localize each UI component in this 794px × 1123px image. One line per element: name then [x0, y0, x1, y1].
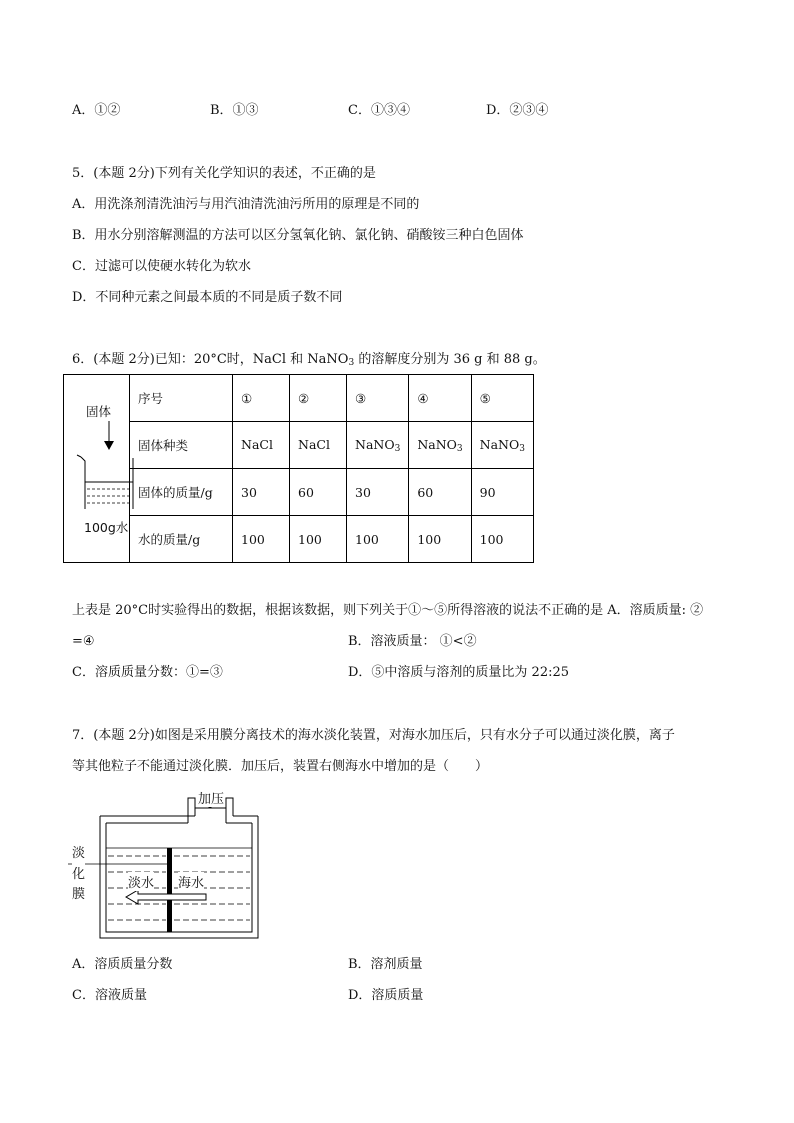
id-cell: ⑤: [471, 375, 533, 422]
water-mass-cell: 100: [471, 516, 533, 563]
solid-cell: NaNO$_3$: [347, 422, 409, 469]
membrane-label-3: 膜: [72, 887, 86, 902]
row-label-solid-mass: 固体的质量/g: [130, 469, 233, 516]
q6-description-line2: =④: [72, 634, 95, 649]
q5-option-a: A．用洗涤剂清洗油污与用汽油清洗油污所用的原理是不同的: [72, 197, 420, 212]
q7-option-c: C．溶液质量: [72, 988, 147, 1003]
q6-option-d: D．⑤中溶质与溶剂的质量比为 22:25: [348, 665, 570, 680]
q4-option-c: C．①③④: [348, 103, 410, 118]
desalination-diagram: [68, 790, 268, 940]
solid-cell: NaCl: [233, 422, 290, 469]
fresh-water-label: 淡水: [128, 872, 154, 891]
q5-option-b: B．用水分别溶解测温的方法可以区分氢氧化钠、氯化钠、硝酸铵三种白色固体: [72, 228, 524, 243]
id-cell: ④: [409, 375, 471, 422]
q4-option-b: B．①③: [210, 103, 259, 118]
q5-option-c: C．过滤可以使硬水转化为软水: [72, 259, 251, 274]
solid-mass-cell: 60: [409, 469, 471, 516]
q6-stem: 6．(本题 2分)已知：20°C时，NaCl 和 NaNO$_3$ 的溶解度分别为 36 g 和 88 g。: [72, 352, 546, 368]
q6-data-table: [63, 374, 534, 563]
membrane-label-2: 化: [72, 863, 85, 882]
solid-cell: NaCl: [290, 422, 347, 469]
solid-mass-cell: 60: [290, 469, 347, 516]
solid-cell: NaNO$_3$: [471, 422, 533, 469]
beaker-top-label: 固体: [86, 404, 112, 419]
q6-option-b: B．溶液质量： ①<②: [348, 634, 477, 649]
desalination-figure: [68, 790, 268, 940]
water-mass-cell: 100: [347, 516, 409, 563]
q5-option-d: D．不同种元素之间最本质的不同是质子数不同: [72, 290, 343, 305]
q7-stem-line1: 7．(本题 2分)如图是采用膜分离技术的海水淡化装置，对海水加压后，只有水分子可以通过淡化膜，离子: [72, 728, 675, 743]
pressure-label: 加压: [198, 788, 224, 807]
row-label-solid-type: 固体种类: [130, 422, 233, 469]
beaker-diagram: [64, 419, 142, 509]
water-mass-cell: 100: [290, 516, 347, 563]
q7-option-b: B．溶剂质量: [348, 957, 423, 972]
id-cell: ②: [290, 375, 347, 422]
membrane-label-1: 淡: [72, 846, 86, 861]
water-mass-cell: 100: [409, 516, 471, 563]
table-row: [64, 516, 534, 563]
row-label-id: 序号: [130, 375, 233, 422]
table-row: [64, 375, 534, 422]
q4-option-d: D．②③④: [486, 103, 549, 118]
solid-mass-cell: 30: [233, 469, 290, 516]
q7-option-a: A．溶质质量分数: [72, 957, 173, 972]
q7-stem-line2: 等其他粒子不能通过淡化膜．加压后，装置右侧海水中增加的是（ ）: [72, 759, 489, 774]
sea-water-label: 海水: [178, 872, 204, 891]
q4-option-a: A．①②: [72, 103, 121, 118]
q6-option-c: C．溶质质量分数：①=③: [72, 665, 223, 680]
water-mass-cell: 100: [233, 516, 290, 563]
id-cell: ③: [347, 375, 409, 422]
q6-description-line1: 上表是 20°C时实验得出的数据，根据该数据，则下列关于①～⑤所得溶液的说法不正确的是 A．溶质质量: ②: [72, 603, 704, 618]
q5-stem: 5．(本题 2分)下列有关化学知识的表述，不正确的是: [72, 166, 376, 181]
id-cell: ①: [233, 375, 290, 422]
q7-option-d: D．溶质质量: [348, 988, 424, 1003]
solid-cell: NaNO$_3$: [409, 422, 471, 469]
beaker-bottom-label: 100g水: [84, 520, 129, 535]
solid-mass-cell: 90: [471, 469, 533, 516]
beaker-figure-cell: [64, 375, 130, 563]
solid-mass-cell: 30: [347, 469, 409, 516]
row-label-water-mass: 水的质量/g: [130, 516, 233, 563]
